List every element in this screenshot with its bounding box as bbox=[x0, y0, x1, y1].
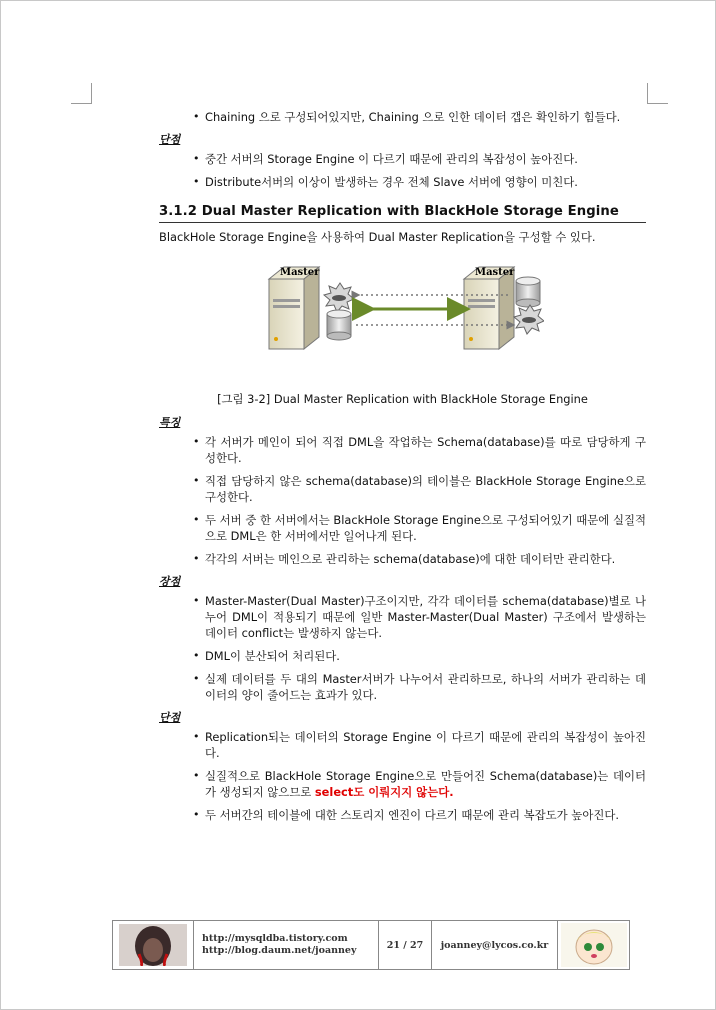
top-bullet-list bbox=[159, 109, 646, 125]
list-item: • Master-Master(Dual Master)구조이지만, 각각 데이터를 schema(database)별로 나누어 DML이 적용되기 때문에 일반 Master-Master(Dual Master) 구조에서 발생하는 데이터 conflict는 발생하지 않는다. bbox=[193, 594, 646, 640]
diagram-svg bbox=[264, 259, 544, 359]
page-footer bbox=[112, 920, 630, 970]
avatar-cartoon-icon bbox=[561, 923, 627, 967]
crop-mark-top-left bbox=[71, 83, 92, 104]
left-database-icon bbox=[327, 310, 351, 340]
footer-avatar-left bbox=[113, 921, 194, 969]
list-item: • 중간 서버의 Storage Engine 이 다르기 때문에 관리의 복잡성이 높아진다. bbox=[193, 152, 578, 166]
features-list bbox=[159, 434, 646, 567]
cons-list bbox=[159, 151, 646, 190]
highlighted-text: select도 이뤄지지 않는다. bbox=[314, 785, 454, 799]
avatar-dark-icon bbox=[119, 924, 187, 966]
pros-heading: 장점 bbox=[159, 575, 181, 588]
list-item: • Chaining 으로 구성되어있지만, Chaining 으로 인한 데이터 갭은 확인하기 힘들다. bbox=[193, 110, 621, 124]
crop-mark-top-right bbox=[647, 83, 668, 104]
blog-link-daum[interactable]: http://blog.daum.net/joanney bbox=[202, 945, 357, 956]
right-server-label: Master bbox=[475, 267, 515, 278]
list-item: • Replication되는 데이터의 Storage Engine 이 다르기 때문에 관리의 복잡성이 높아진다. bbox=[193, 730, 646, 760]
left-master-server bbox=[269, 267, 320, 349]
right-blackhole-icon bbox=[514, 305, 544, 334]
list-item: • Distribute서버의 이상이 발생하는 경우 전체 Slave 서버에 영향이 미친다. bbox=[193, 175, 578, 189]
section-intro: BlackHole Storage Engine을 사용하여 Dual Master Replication을 구성할 수 있다. bbox=[159, 230, 596, 244]
list-item: • 두 서버간의 테이블에 대한 스토리지 엔진이 다르기 때문에 관리 복잡도가 높아진다. bbox=[193, 808, 619, 822]
figure-caption: [그림 3-2] Dual Master Replication with BlackHole Storage Engine bbox=[217, 392, 588, 406]
list-item: • 실제 데이터를 두 대의 Master서버가 나누어서 관리하므로, 하나의 서버가 관리하는 데이터의 양이 줄어드는 효과가 있다. bbox=[193, 672, 646, 702]
left-server-label: Master bbox=[280, 267, 320, 278]
features-heading: 특징 bbox=[159, 416, 181, 429]
right-master-server bbox=[464, 267, 515, 349]
footer-links bbox=[194, 921, 379, 969]
page-number: 21 / 27 bbox=[379, 921, 432, 969]
list-item: • DML이 분산되어 처리된다. bbox=[193, 649, 340, 663]
list-item: • 두 서버 중 한 서버에서는 BlackHole Storage Engine으로 구성되어있기 때문에 실질적으로 DML은 한 서버에서만 일어나게 된다. bbox=[193, 513, 646, 543]
cons2-list bbox=[159, 729, 646, 823]
replication-diagram bbox=[159, 259, 646, 389]
pros-list bbox=[159, 593, 646, 703]
footer-email[interactable]: joanney@lycos.co.kr bbox=[432, 921, 558, 969]
section-title: 3.1.2 Dual Master Replication with BlackHole Storage Engine bbox=[159, 204, 646, 223]
list-item: • 직접 담당하지 않은 schema(database)의 테이블은 BlackHole Storage Engine으로 구성한다. bbox=[193, 474, 646, 504]
right-database-icon bbox=[516, 277, 540, 307]
cons-heading: 단점 bbox=[159, 133, 181, 146]
footer-avatar-right bbox=[558, 921, 629, 969]
left-blackhole-icon bbox=[324, 283, 354, 312]
list-item: • 각각의 서버는 메인으로 관리하는 schema(database)에 대한 데이터만 관리한다. bbox=[193, 552, 616, 566]
list-item: • 실질적으로 BlackHole Storage Engine으로 만들어진 Schema(database)는 데이터가 생성되지 않으므로 select도 이뤄지지 않는다. bbox=[193, 769, 646, 799]
document-body bbox=[159, 106, 646, 830]
blog-link-tistory[interactable]: http://mysqldba.tistory.com bbox=[202, 933, 348, 944]
list-item: • 각 서버가 메인이 되어 직접 DML을 작업하는 Schema(database)를 따로 담당하게 구성한다. bbox=[193, 435, 646, 465]
cons2-heading: 단점 bbox=[159, 711, 181, 724]
